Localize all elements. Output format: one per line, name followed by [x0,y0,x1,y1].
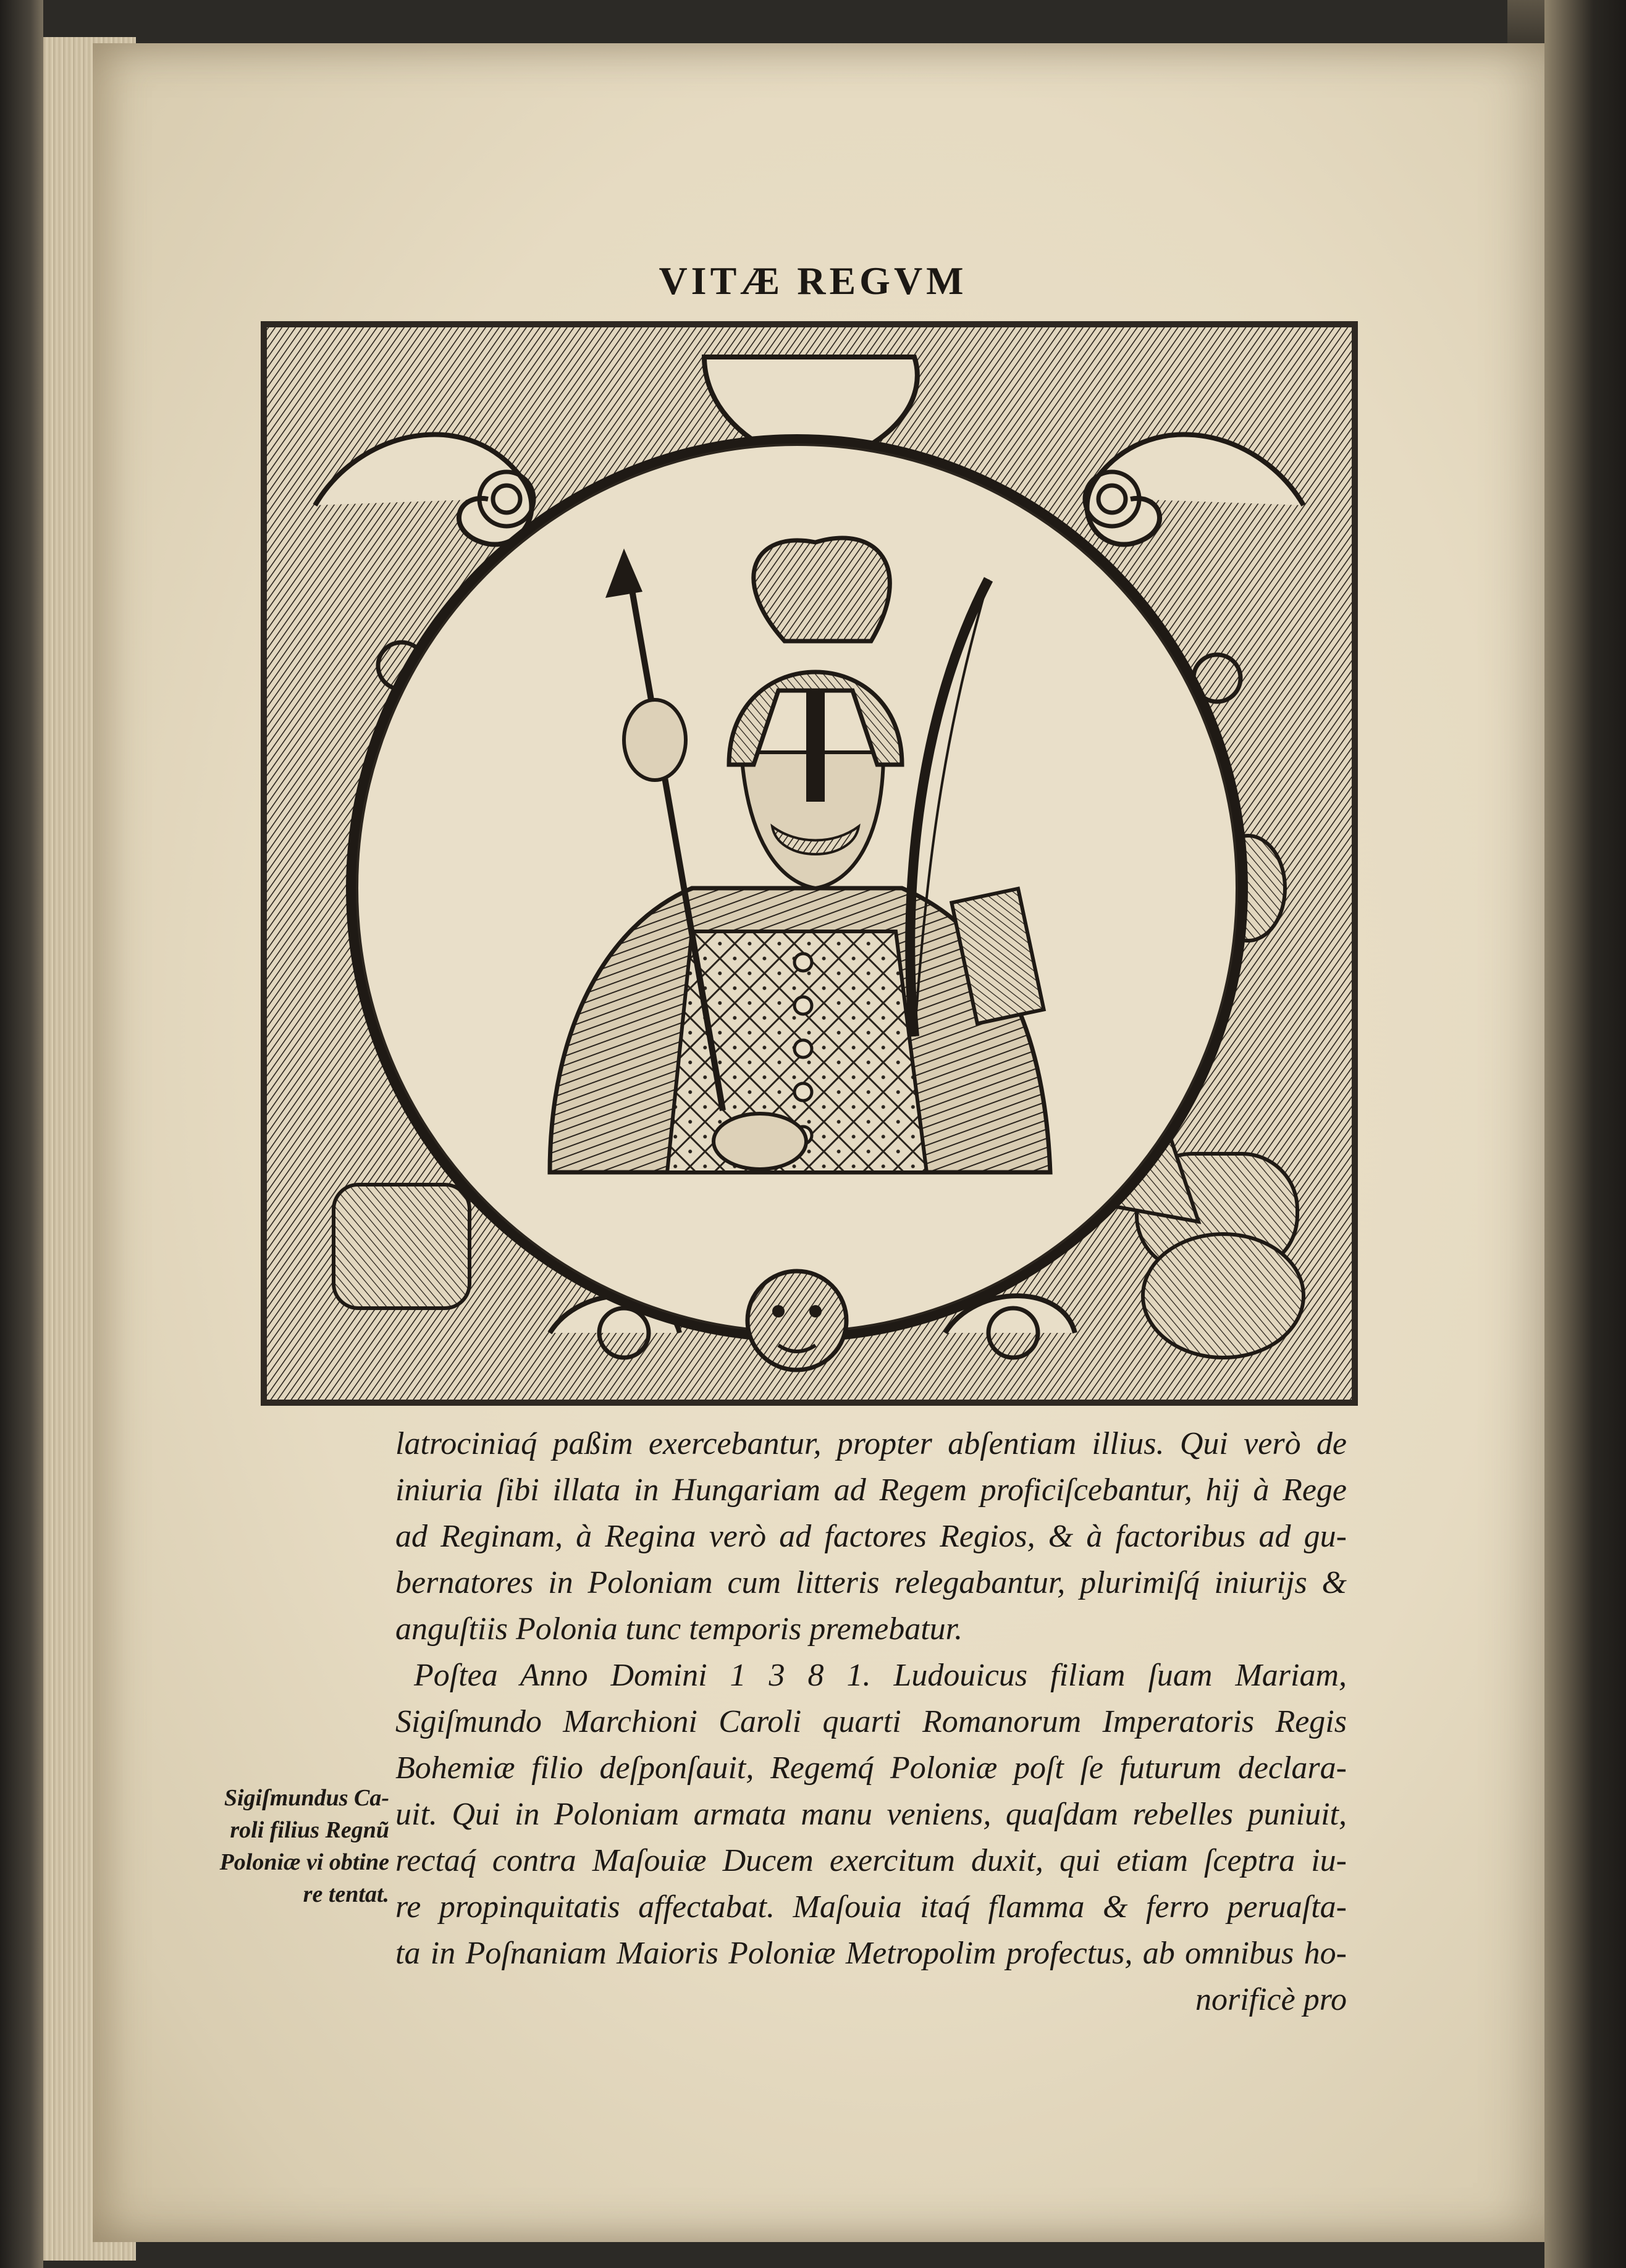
book-left-edge [0,0,43,2268]
text-line: iniuria ſibi illata in Hungariam ad Regem proficiſcebantur, hij à Rege [395,1472,1347,1508]
text-line: uit. Qui in Poloniam armata manu veniens, quaſdam rebelles puniuit, [395,1797,1347,1832]
text-line: bernatores in Poloniam cum litteris relegabantur, plurimiſq́ iniurijs & [395,1565,1347,1600]
text-line: Bohemiæ filio deſponſauit, Regemq́ Poloniæ poſt ſe futurum declara- [395,1750,1347,1786]
catchword: norificè pro [1195,1982,1347,2017]
running-head: VITÆ REGVM [659,259,967,303]
text-line: re propinquitatis affectabat. Maſouia itaq́ flamma & ferro peruaſta- [395,1889,1347,1925]
book-gutter [1544,0,1626,2268]
body-text [395,1421,1347,2023]
marginal-note [179,1782,389,1910]
text-line: ta in Poſnaniam Maioris Poloniæ Metropolim profectus, ab omnibus ho- [395,1936,1347,1971]
text-line: rectaq́ contra Maſouiæ Ducem exercitum duxit, qui etiam ſceptra iu- [395,1843,1347,1878]
text-line: Poſtea Anno Domini 1 3 8 1. Ludouicus filiam ſuam Mariam, [414,1658,1347,1693]
marginal-note-line: Sigiſmundus Ca- [224,1785,389,1811]
text-line: Sigiſmundo Marchioni Caroli quarti Romanorum Imperatoris Regis [395,1704,1347,1739]
text-line: latrociniaq́ paßim exercebantur, propter abſentiam illius. Qui verò de [395,1426,1347,1461]
text-line: anguſtiis Polonia tunc temporis premebatur. [395,1611,963,1647]
marginal-note-line: re tentat. [303,1881,389,1907]
marginal-note-line: Poloniæ vi obtine [219,1849,389,1875]
marginal-note-line: roli filius Regnũ [230,1817,389,1843]
woodcut-portrait [259,320,1359,1407]
text-line: ad Reginam, à Regina verò ad factores Regios, & à factoribus ad gu- [395,1519,1347,1554]
